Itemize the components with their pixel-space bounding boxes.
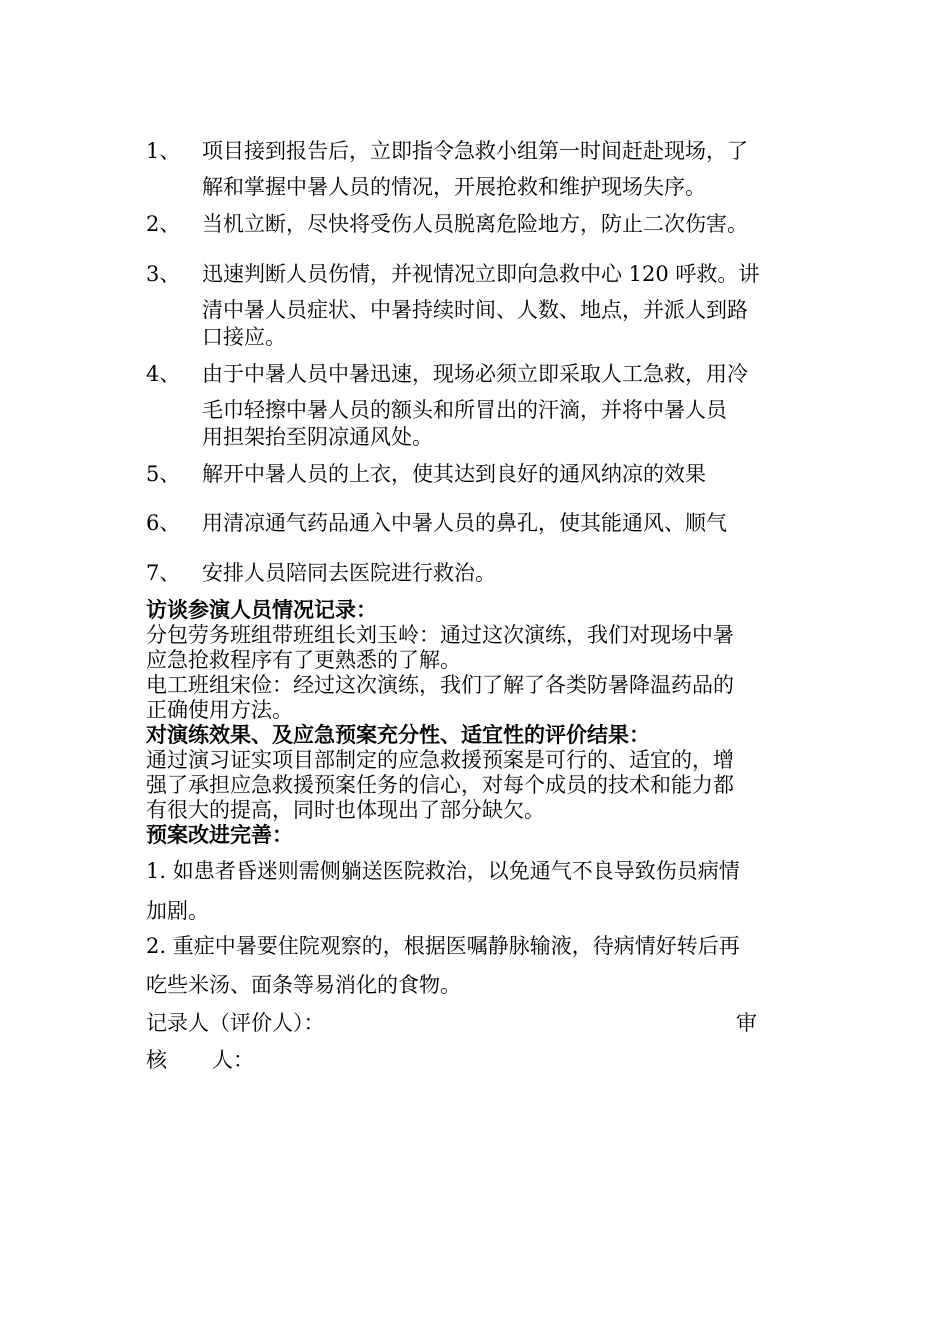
reviewer-label-part: 核 <box>146 1048 167 1072</box>
step-number: 7、 <box>146 561 181 585</box>
improvement-line: 吃些米汤、面条等易消化的食物。 <box>146 973 461 997</box>
step-text-line: 项目接到报告后，立即指令急救小组第一时间赶赴现场，了 <box>202 139 748 163</box>
improvement-line: 加剧。 <box>146 899 209 923</box>
step-text-line: 迅速判断人员伤情，并视情况立即向急救中心 120 呼救。讲 <box>202 262 760 286</box>
improvement-line: 1. 如患者昏迷则需侧躺送医院救治，以免通气不良导致伤员病情 <box>146 859 740 883</box>
step-number: 4、 <box>146 362 181 386</box>
interview-line: 电工班组宋俭：经过这次演练，我们了解了各类防暑降温药品的 <box>146 673 734 697</box>
interview-line: 分包劳务班组带班组长刘玉岭：通过这次演练，我们对现场中暑 <box>146 623 734 647</box>
step-number: 6、 <box>146 511 181 535</box>
evaluation-line: 通过演习证实项目部制定的应急救援预案是可行的、适宜的，增 <box>146 748 734 772</box>
step-text-line: 安排人员陪同去医院进行救治。 <box>202 561 496 585</box>
section-heading-improvement: 预案改进完善： <box>146 822 293 847</box>
step-number: 2、 <box>146 212 181 236</box>
evaluation-line: 强了承担应急救援预案任务的信心，对每个成员的技术和能力都 <box>146 773 734 797</box>
step-text-line: 当机立断，尽快将受伤人员脱离危险地方，防止二次伤害。 <box>202 212 748 236</box>
step-text-line: 口接应。 <box>202 325 286 349</box>
step-number: 5、 <box>146 462 181 486</box>
reviewer-label-part: 人： <box>212 1048 254 1072</box>
step-text-line: 由于中暑人员中暑迅速，现场必须立即采取人工急救，用冷 <box>202 362 748 386</box>
step-text-line: 用清凉通气药品通入中暑人员的鼻孔，使其能通风、顺气 <box>202 511 727 535</box>
interview-line: 应急抢救程序有了更熟悉的了解。 <box>146 648 461 672</box>
step-text-line: 解开中暑人员的上衣，使其达到良好的通风纳凉的效果 <box>202 462 706 486</box>
step-text-line: 用担架抬至阴凉通风处。 <box>202 425 433 449</box>
section-heading-evaluation: 对演练效果、及应急预案充分性、适宜性的评价结果： <box>146 722 650 747</box>
step-text-line: 毛巾轻擦中暑人员的额头和所冒出的汗滴，并将中暑人员 <box>202 398 727 422</box>
interview-line: 正确使用方法。 <box>146 698 293 722</box>
evaluation-line: 有很大的提高，同时也体现出了部分缺欠。 <box>146 798 545 822</box>
step-text-line: 解和掌握中暑人员的情况，开展抢救和维护现场失序。 <box>202 175 706 199</box>
improvement-line: 2. 重症中暑要住院观察的，根据医嘱静脉输液，待病情好转后再 <box>146 934 740 958</box>
reviewer-label-part: 审 <box>736 1011 757 1035</box>
step-number: 3、 <box>146 262 181 286</box>
recorder-label: 记录人（评价人）： <box>146 1011 325 1035</box>
section-heading-interview: 访谈参演人员情况记录： <box>146 597 377 622</box>
step-number: 1、 <box>146 139 181 163</box>
step-text-line: 清中暑人员症状、中暑持续时间、人数、地点，并派人到路 <box>202 298 748 322</box>
